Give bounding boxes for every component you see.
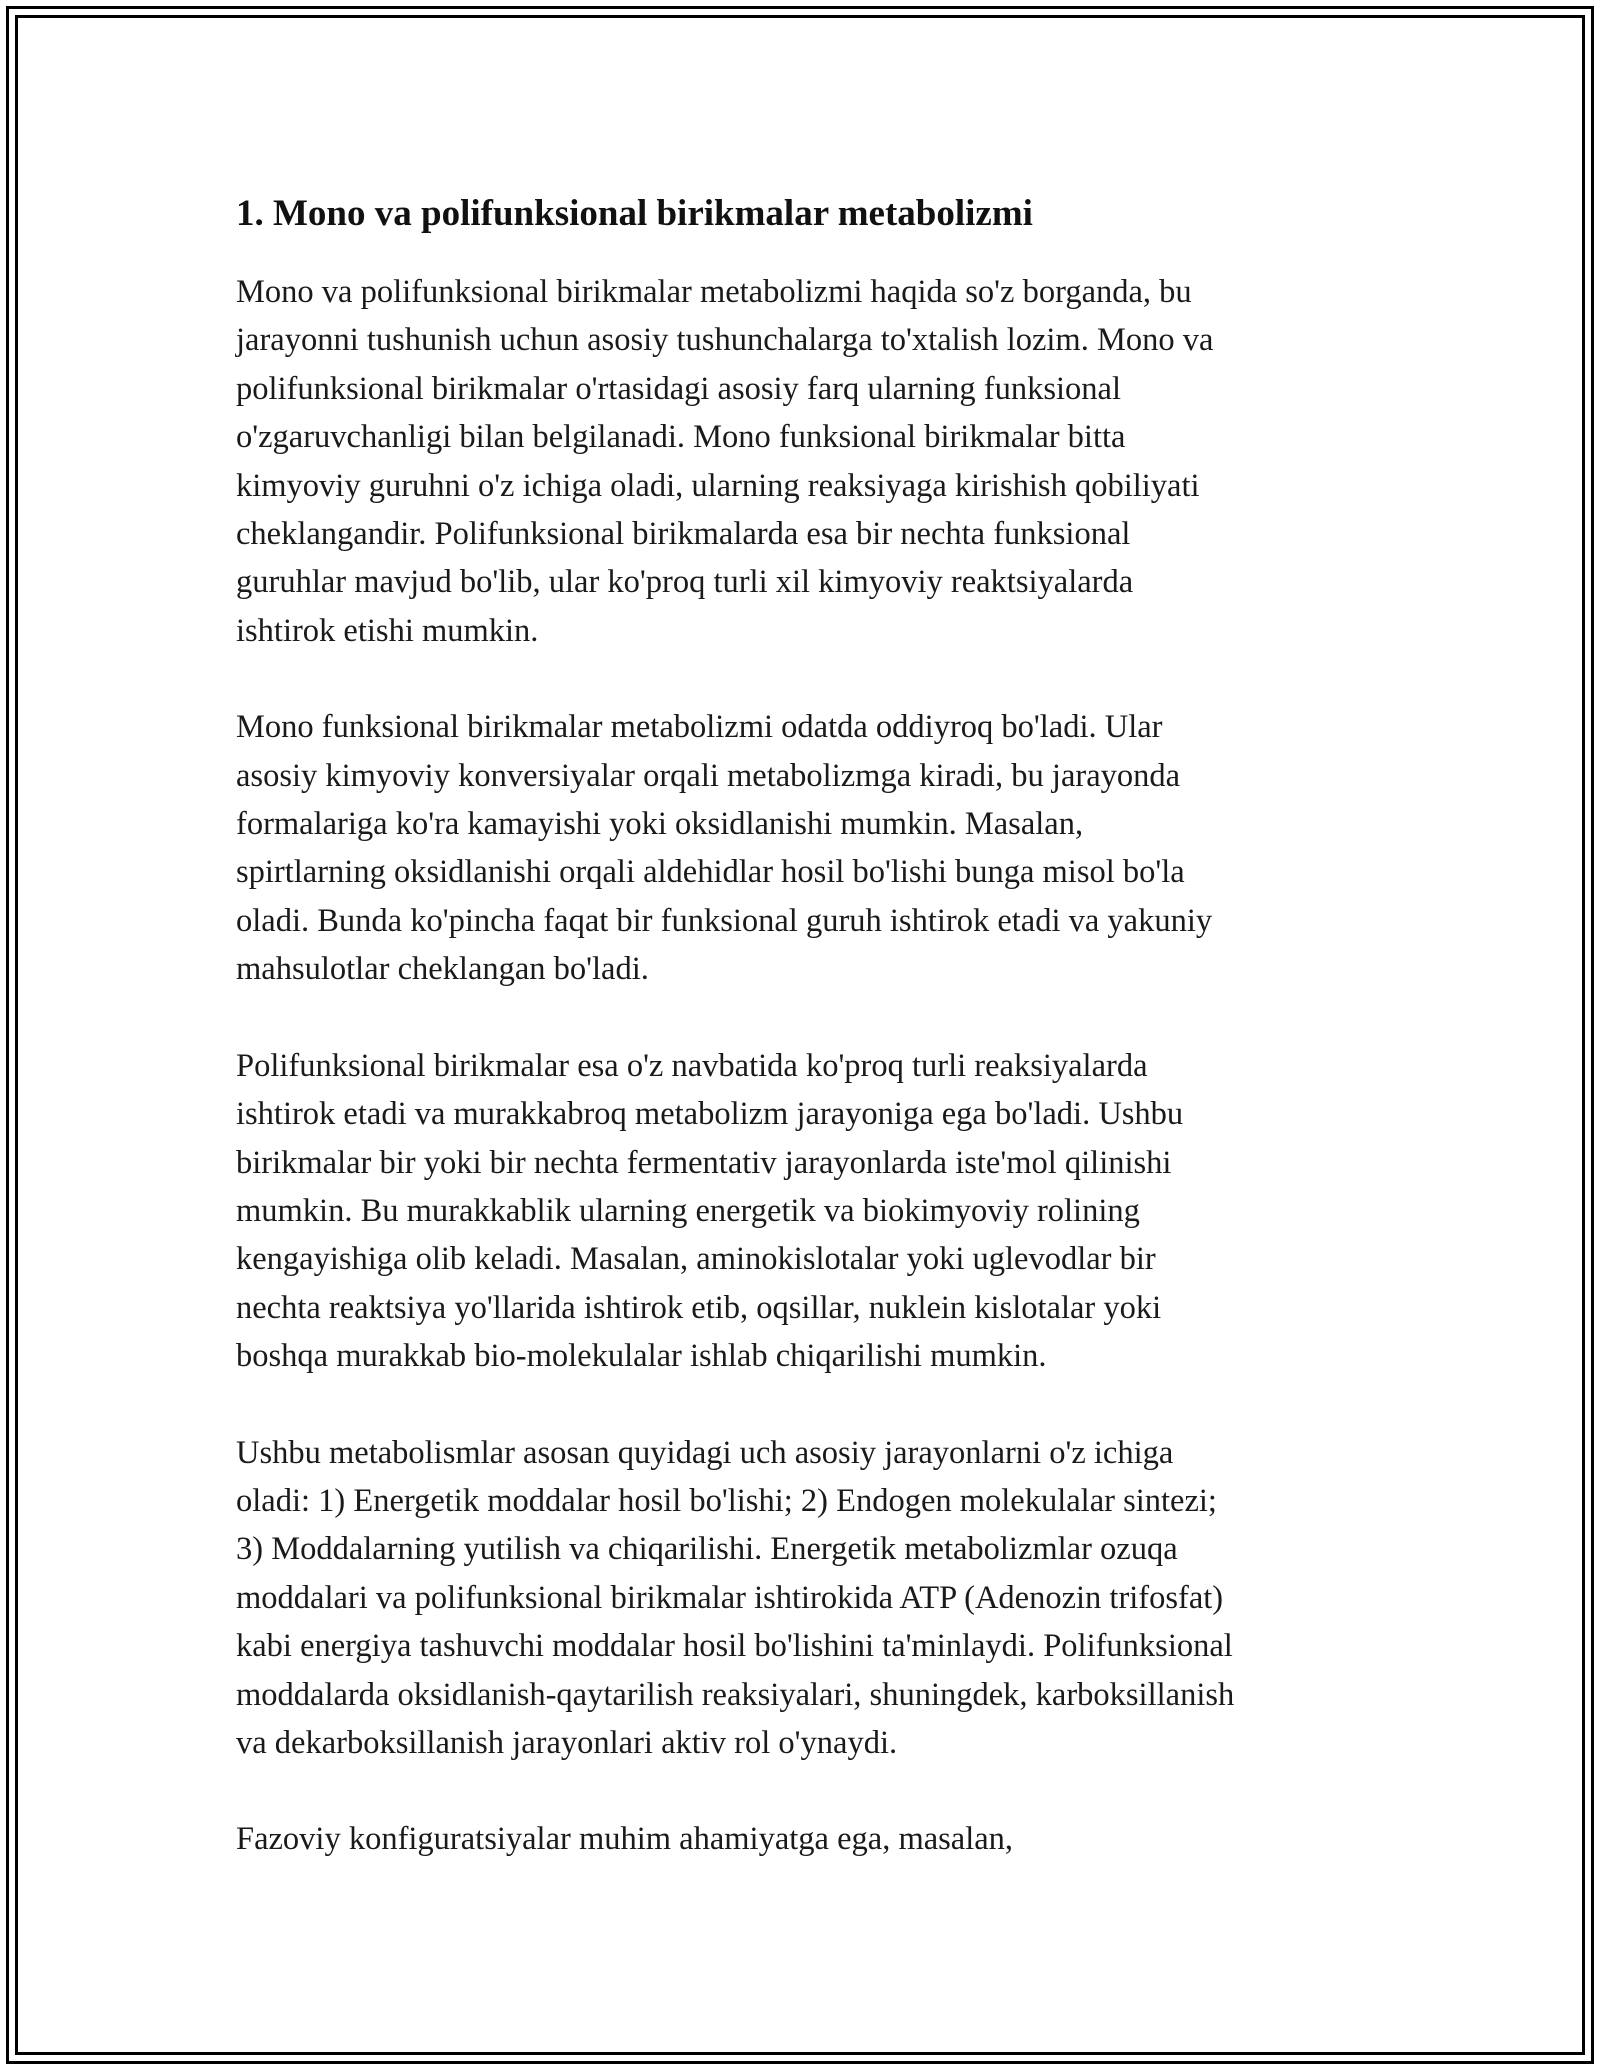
paragraph-5: Fazoviy konfiguratsiyalar muhim ahamiyatga ega, masalan, <box>236 1821 1014 1858</box>
paragraph-3: Polifunksional birikmalar esa o'z navbatida ko'proq turli reaksiyalarda ishtirok etadi va murakkabroq metabolizm jarayoniga ega bo'ladi. Ushbu birikmalar bir yoki bir nechta fermentativ jarayonlarda iste'mol qilinishi mumkin. Bu murakkablik ularning energetik va biokimyoviy rolining kengayishiga olib keladi. Masalan, aminokislotalar yoki uglevodlar bir nechta reaktsiya yo'llarida ishtirok etib, oqsillar, nuklein kislotalar yoki boshqa murakkab bio-molekulalar ishlab chiqarilishi mumkin. <box>236 1047 1184 1375</box>
document-body <box>236 186 1386 1912</box>
paragraph-4: Ushbu metabolismlar asosan quyidagi uch asosiy jarayonlarni o'z ichiga oladi: 1) Energetik moddalar hosil bo'lishi; 2) Endogen molekulalar sintezi; 3) Moddalarning yutilish va chiqarilishi. Energetik metabolizmlar ozuqa moddalari va polifunksional birikmalar ishtirokida ATP (Adenozin trifosfat) kabi energiya tashuvchi moddalar hosil bo'lishini ta'minlaydi. Polifunksional moddalarda oksidlanish-qaytarilish reaksiyalari, shuningdek, karboksillanish va dekarboksillanish jarayonlari aktiv rol o'ynaydi. <box>236 1434 1235 1761</box>
page-title: 1. Mono va polifunksional birikmalar metabolizmi <box>236 193 1033 234</box>
paragraph-2: Mono funksional birikmalar metabolizmi odatda oddiyroq bo'ladi. Ular asosiy kimyoviy konversiyalar orqali metabolizmga kiradi, bu jarayonda formalariga ko'ra kamayishi yoki oksidlanishi mumkin. Masalan, spirtlarning oksidlanishi orqali aldehidlar hosil bo'lishi bunga misol bo'la oladi. Bunda ko'pincha faqat bir funksional guruh ishtirok etadi va yakuniy mahsulotlar cheklangan bo'ladi. <box>236 709 1213 988</box>
paragraph-1: Mono va polifunksional birikmalar metabolizmi haqida so'z borganda, bu jarayonni tushunish uchun asosiy tushunchalarga to'xtalish lozim. Mono va polifunksional birikmalar o'rtasidagi asosiy farq ularning funksional o'zgaruvchanligi bilan belgilanadi. Mono funksional birikmalar bitta kimyoviy guruhni o'z ichiga oladi, ularning reaksiyaga kirishish qobiliyati cheklangandir. Polifunksional birikmalarda esa bir nechta funksional guruhlar mavjud bo'lib, ular ko'proq turli xil kimyoviy reaktsiyalarda ishtirok etishi mumkin. <box>236 274 1214 649</box>
